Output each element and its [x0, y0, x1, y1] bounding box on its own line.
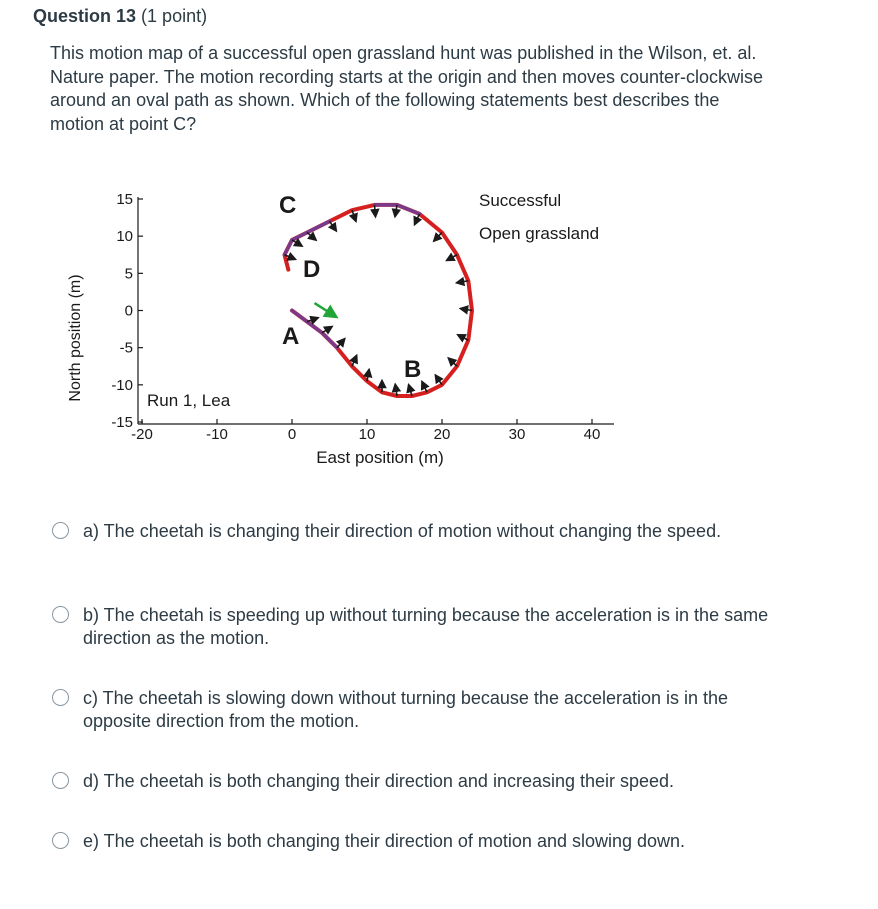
legend-line-2: Open grassland [479, 224, 600, 243]
point-b-label: B [404, 356, 422, 383]
answer-b-text: b) The cheetah is speeding up without turning because the acceleration is in the same direction as the motion. [83, 605, 769, 648]
acceleration-arrow [352, 210, 356, 221]
question-title: Question 13 [33, 6, 137, 26]
answer-e-text: e) The cheetah is both changing their direction of motion and slowing down. [83, 831, 686, 851]
y-axis-label: North position (m) [67, 274, 84, 402]
question-text: This motion map of a successful open grassland hunt was published in the Wilson, et. al. Nature paper. The motion recording starts at the origin and then moves counter-clockwise around an oval path as shown. Which of the following statements best describes the motion at point C? [50, 43, 764, 134]
acceleration-arrow [434, 232, 442, 241]
y-tick-label: -15 [111, 414, 133, 431]
x-tick-label: -20 [131, 426, 153, 443]
y-tick-label: 5 [124, 265, 133, 283]
point-a-label: A [282, 323, 300, 350]
x-tick-label: 40 [583, 426, 601, 443]
acceleration-arrow [337, 339, 345, 348]
x-tick-label: 20 [433, 426, 451, 443]
acceleration-arrow [448, 358, 457, 366]
acceleration-arrow [330, 221, 337, 231]
point-c-label: C [279, 192, 297, 219]
x-axis-label: East position (m) [316, 448, 444, 467]
acceleration-arrow [456, 281, 468, 283]
y-tick-label: -10 [111, 376, 133, 394]
y-tick-label: 0 [124, 302, 133, 320]
acceleration-arrow [352, 355, 357, 366]
motion-path [285, 205, 473, 396]
motion-map-figure [60, 178, 640, 478]
acceleration-arrow [322, 327, 332, 333]
green-velocity-arrow [315, 303, 337, 317]
x-tick-label: 10 [358, 426, 376, 443]
acceleration-arrow [422, 381, 427, 392]
chart-series [285, 205, 473, 396]
radio-b[interactable] [52, 606, 69, 623]
y-tick-label: 10 [116, 228, 133, 246]
acceleration-arrow [307, 232, 316, 240]
acceleration-arrow [292, 240, 302, 246]
acceleration-arrow [307, 318, 318, 322]
radio-a[interactable] [52, 522, 69, 539]
question-points: (1 point) [141, 6, 208, 26]
motion-map-chart [60, 178, 640, 478]
run-label: Run 1, Lea [147, 391, 231, 410]
question-header [33, 6, 207, 27]
acceleration-arrow [447, 255, 458, 261]
acceleration-arrow [415, 214, 420, 225]
x-tick-label: 0 [287, 426, 297, 443]
acceleration-arrow [435, 375, 442, 385]
acceleration-arrow [375, 205, 376, 217]
point-d-label: D [303, 256, 321, 283]
y-tick-label: -5 [119, 339, 133, 357]
radio-d[interactable] [52, 772, 69, 789]
x-tick-label: -10 [206, 426, 228, 443]
acceleration-arrow [367, 369, 369, 381]
radio-c[interactable] [52, 689, 69, 706]
answer-d-text: d) The cheetah is both changing their direction and increasing their speed. [83, 771, 675, 791]
radio-e[interactable] [52, 832, 69, 849]
legend-line-1: Successful [479, 191, 562, 210]
answer-c-text: c) The cheetah is slowing down without turning because the acceleration is in the opposite direction from the motion. [83, 688, 729, 731]
y-tick-label: 15 [116, 191, 133, 208]
x-tick-label: 30 [508, 426, 526, 443]
answer-a-text: a) The cheetah is changing their direction of motion without changing the speed. [83, 521, 722, 541]
